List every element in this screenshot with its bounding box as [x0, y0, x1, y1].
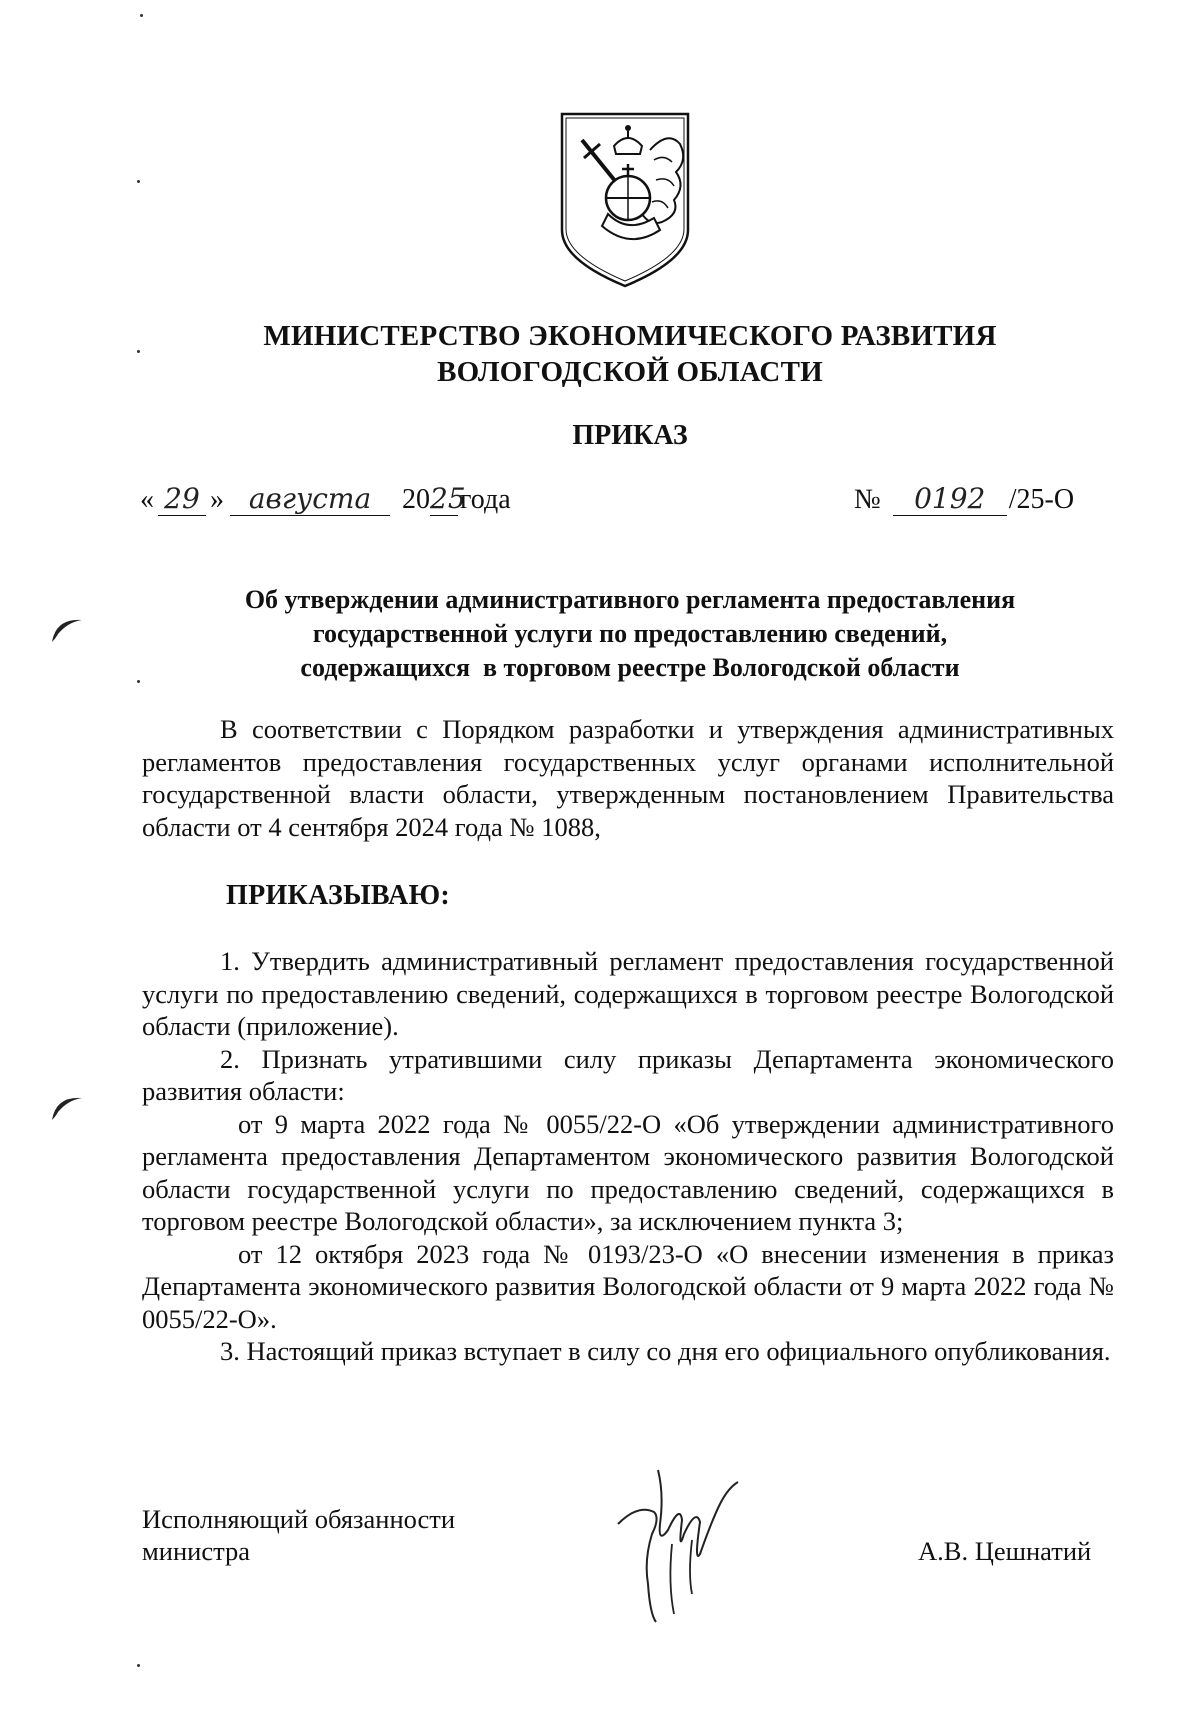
handwritten-signature [608, 1464, 748, 1624]
order-subject [160, 583, 1100, 685]
ministry-line-1: МИНИСТЕРСТВО ЭКОНОМИЧЕСКОГО РАЗВИТИЯ [263, 320, 997, 352]
scan-speck [137, 680, 140, 683]
coat-of-arms-icon [558, 110, 692, 288]
date-open-quote: « [140, 484, 154, 515]
scan-speck [140, 14, 143, 17]
subject-line-1: Об утверждении административного регламента предоставления [244, 585, 1016, 614]
subject-line-3: содержащихся в торговом реестре Вологодской области [300, 653, 960, 682]
order-number [854, 482, 1074, 516]
order-items [142, 945, 1114, 1368]
order-date [140, 482, 511, 516]
signatory-name: А.В. Цешнатий [918, 1536, 1092, 1566]
item-2b: от 12 октября 2023 года № 0193/23-О «О внесении изменения в приказ Департамента экономического развития Вологодской области от 9 марта 2022 года № 0055/22-О». [142, 1238, 1114, 1334]
orders-heading: ПРИКАЗЫВАЮ: [226, 880, 451, 911]
number-suffix: /25-О [1008, 484, 1075, 515]
date-close-quote: » [210, 484, 224, 515]
signatory-position [142, 1503, 455, 1567]
subject-line-2: государственной услуги по предоставлению сведений, [312, 619, 948, 648]
date-year-suffix: 25 [430, 482, 466, 515]
punch-hole-mark [48, 1090, 88, 1130]
item-3: 3. Настоящий приказ вступает в силу со дня его официального опубликования. [220, 1336, 1111, 1366]
date-day: 29 [158, 482, 206, 516]
number-sign: № [854, 484, 881, 515]
preamble-text: В соответствии с Порядком разработки и утверждения административных регламентов предоставления государственных услуг органами исполнительной государственной власти области, утвержденным постановлением Правительства области от 4 сентября 2024 года № 1088, [142, 714, 1114, 842]
ministry-name [180, 318, 1080, 390]
date-year-prefix: 20 [402, 484, 430, 515]
date-month: августа [230, 482, 390, 516]
position-line-2: министра [142, 1536, 250, 1566]
scan-speck [137, 180, 140, 183]
scan-speck [137, 350, 140, 353]
preamble [142, 713, 1114, 843]
punch-hole-mark [48, 612, 88, 652]
item-2: 2. Признать утратившими силу приказы Департамента экономического развития области: [142, 1043, 1114, 1106]
scan-speck [137, 1664, 140, 1667]
item-2a: от 9 марта 2022 года № 0055/22-О «Об утверждении административного регламента предоставления Департаментом экономического развития Вологодской области государственной услуги по предоставлению сведений, содержащихся в торговом реестре Вологодской области», за исключением пункта 3; [142, 1108, 1114, 1236]
position-line-1: Исполняющий обязанности [142, 1504, 456, 1534]
order-title: ПРИКАЗ [572, 420, 688, 451]
item-1: 1. Утвердить административный регламент предоставления государственной услуги по предоставлению сведений, содержащихся в торговом реестре Вологодской области (приложение). [142, 946, 1114, 1041]
ministry-line-2: ВОЛОГОДСКОЙ ОБЛАСТИ [437, 356, 823, 388]
date-year-word: года [460, 484, 511, 515]
number-value: 0192 [893, 482, 1007, 516]
